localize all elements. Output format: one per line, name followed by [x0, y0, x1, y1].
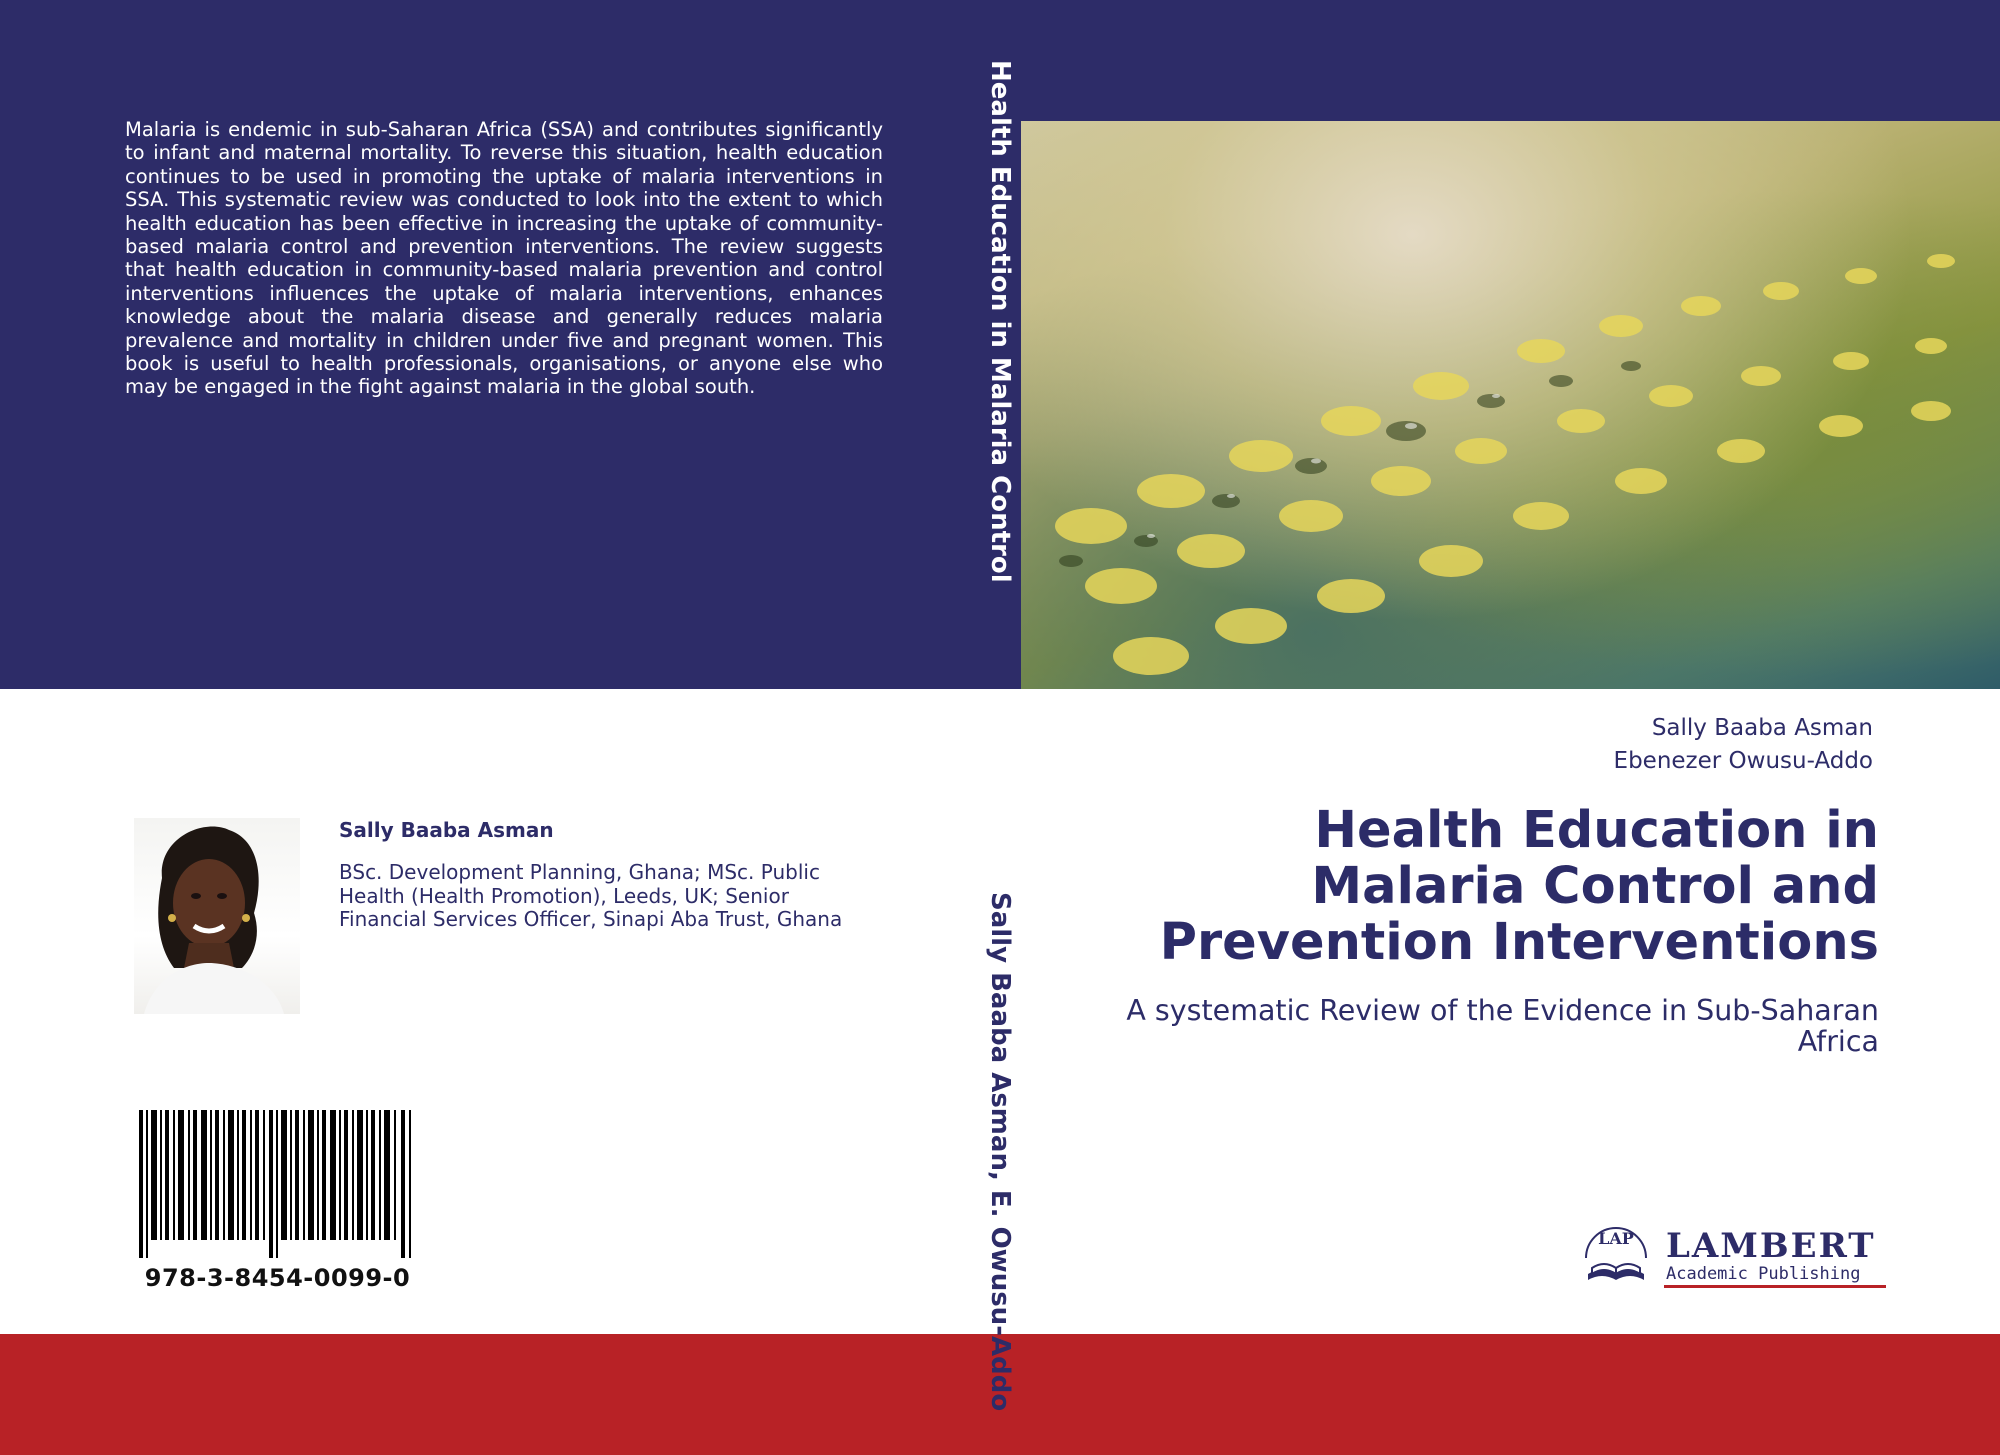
author-portrait — [134, 818, 300, 1014]
front-cover-author-2: Ebenezer Owusu-Addo — [1613, 748, 1873, 774]
droplets-illustration — [1021, 121, 2000, 689]
publisher-underline — [1664, 1285, 1886, 1288]
isbn-barcode — [139, 1110, 416, 1258]
book-subtitle: A systematic Review of the Evidence in Sub-Saharan Africa — [1126, 994, 1879, 1058]
cover-photo-water-droplets — [1021, 121, 2000, 689]
author-portrait-illustration — [134, 818, 300, 1014]
back-cover-blurb: Malaria is endemic in sub-Saharan Africa (SSA) and contributes significantly to infant and maternal mortality. To reverse this situation, health education continues to be used in promoting the uptake of malaria interventions in SSA. This systematic review was conducted to look into the extent to which health education has been effective in increasing the uptake of community-based malaria control and prevention interventions. The review suggests that health education in community-based malaria prevention and control interventions influences the uptake of malaria interventions, enhances knowledge about the malaria disease and generally reduces malaria prevalence and mortality in children under five and pregnant women. This book is useful to health professionals, organisations, or anyone else who may be engaged in the fight against malaria in the global south. — [125, 118, 883, 399]
lambert-publisher-logo — [1580, 1222, 1890, 1294]
book-title: Health Education in Malaria Control and Prevention Interventions — [1159, 801, 1879, 972]
author-bio-text: BSc. Development Planning, Ghana; MSc. Public Health (Health Promotion), Leeds, UK; Senior Financial Services Officer, Sinapi Aba Trust, Ghana — [339, 860, 843, 931]
front-cover-author-1: Sally Baaba Asman — [1651, 715, 1873, 741]
spine-title: Health Education in Malaria Control — [985, 60, 1015, 583]
publisher-name: LAMBERT — [1666, 1226, 1876, 1266]
author-bio-name: Sally Baaba Asman — [339, 818, 554, 842]
publisher-logo-mark: LAP — [1598, 1229, 1634, 1248]
spine-authors: Sally Baaba Asman, E. Owusu-Addo — [985, 892, 1015, 1412]
publisher-tagline: Academic Publishing — [1666, 1264, 1861, 1284]
isbn-number: 978-3-8454-0099-0 — [144, 1264, 411, 1292]
lap-book-emblem — [1586, 1228, 1646, 1280]
